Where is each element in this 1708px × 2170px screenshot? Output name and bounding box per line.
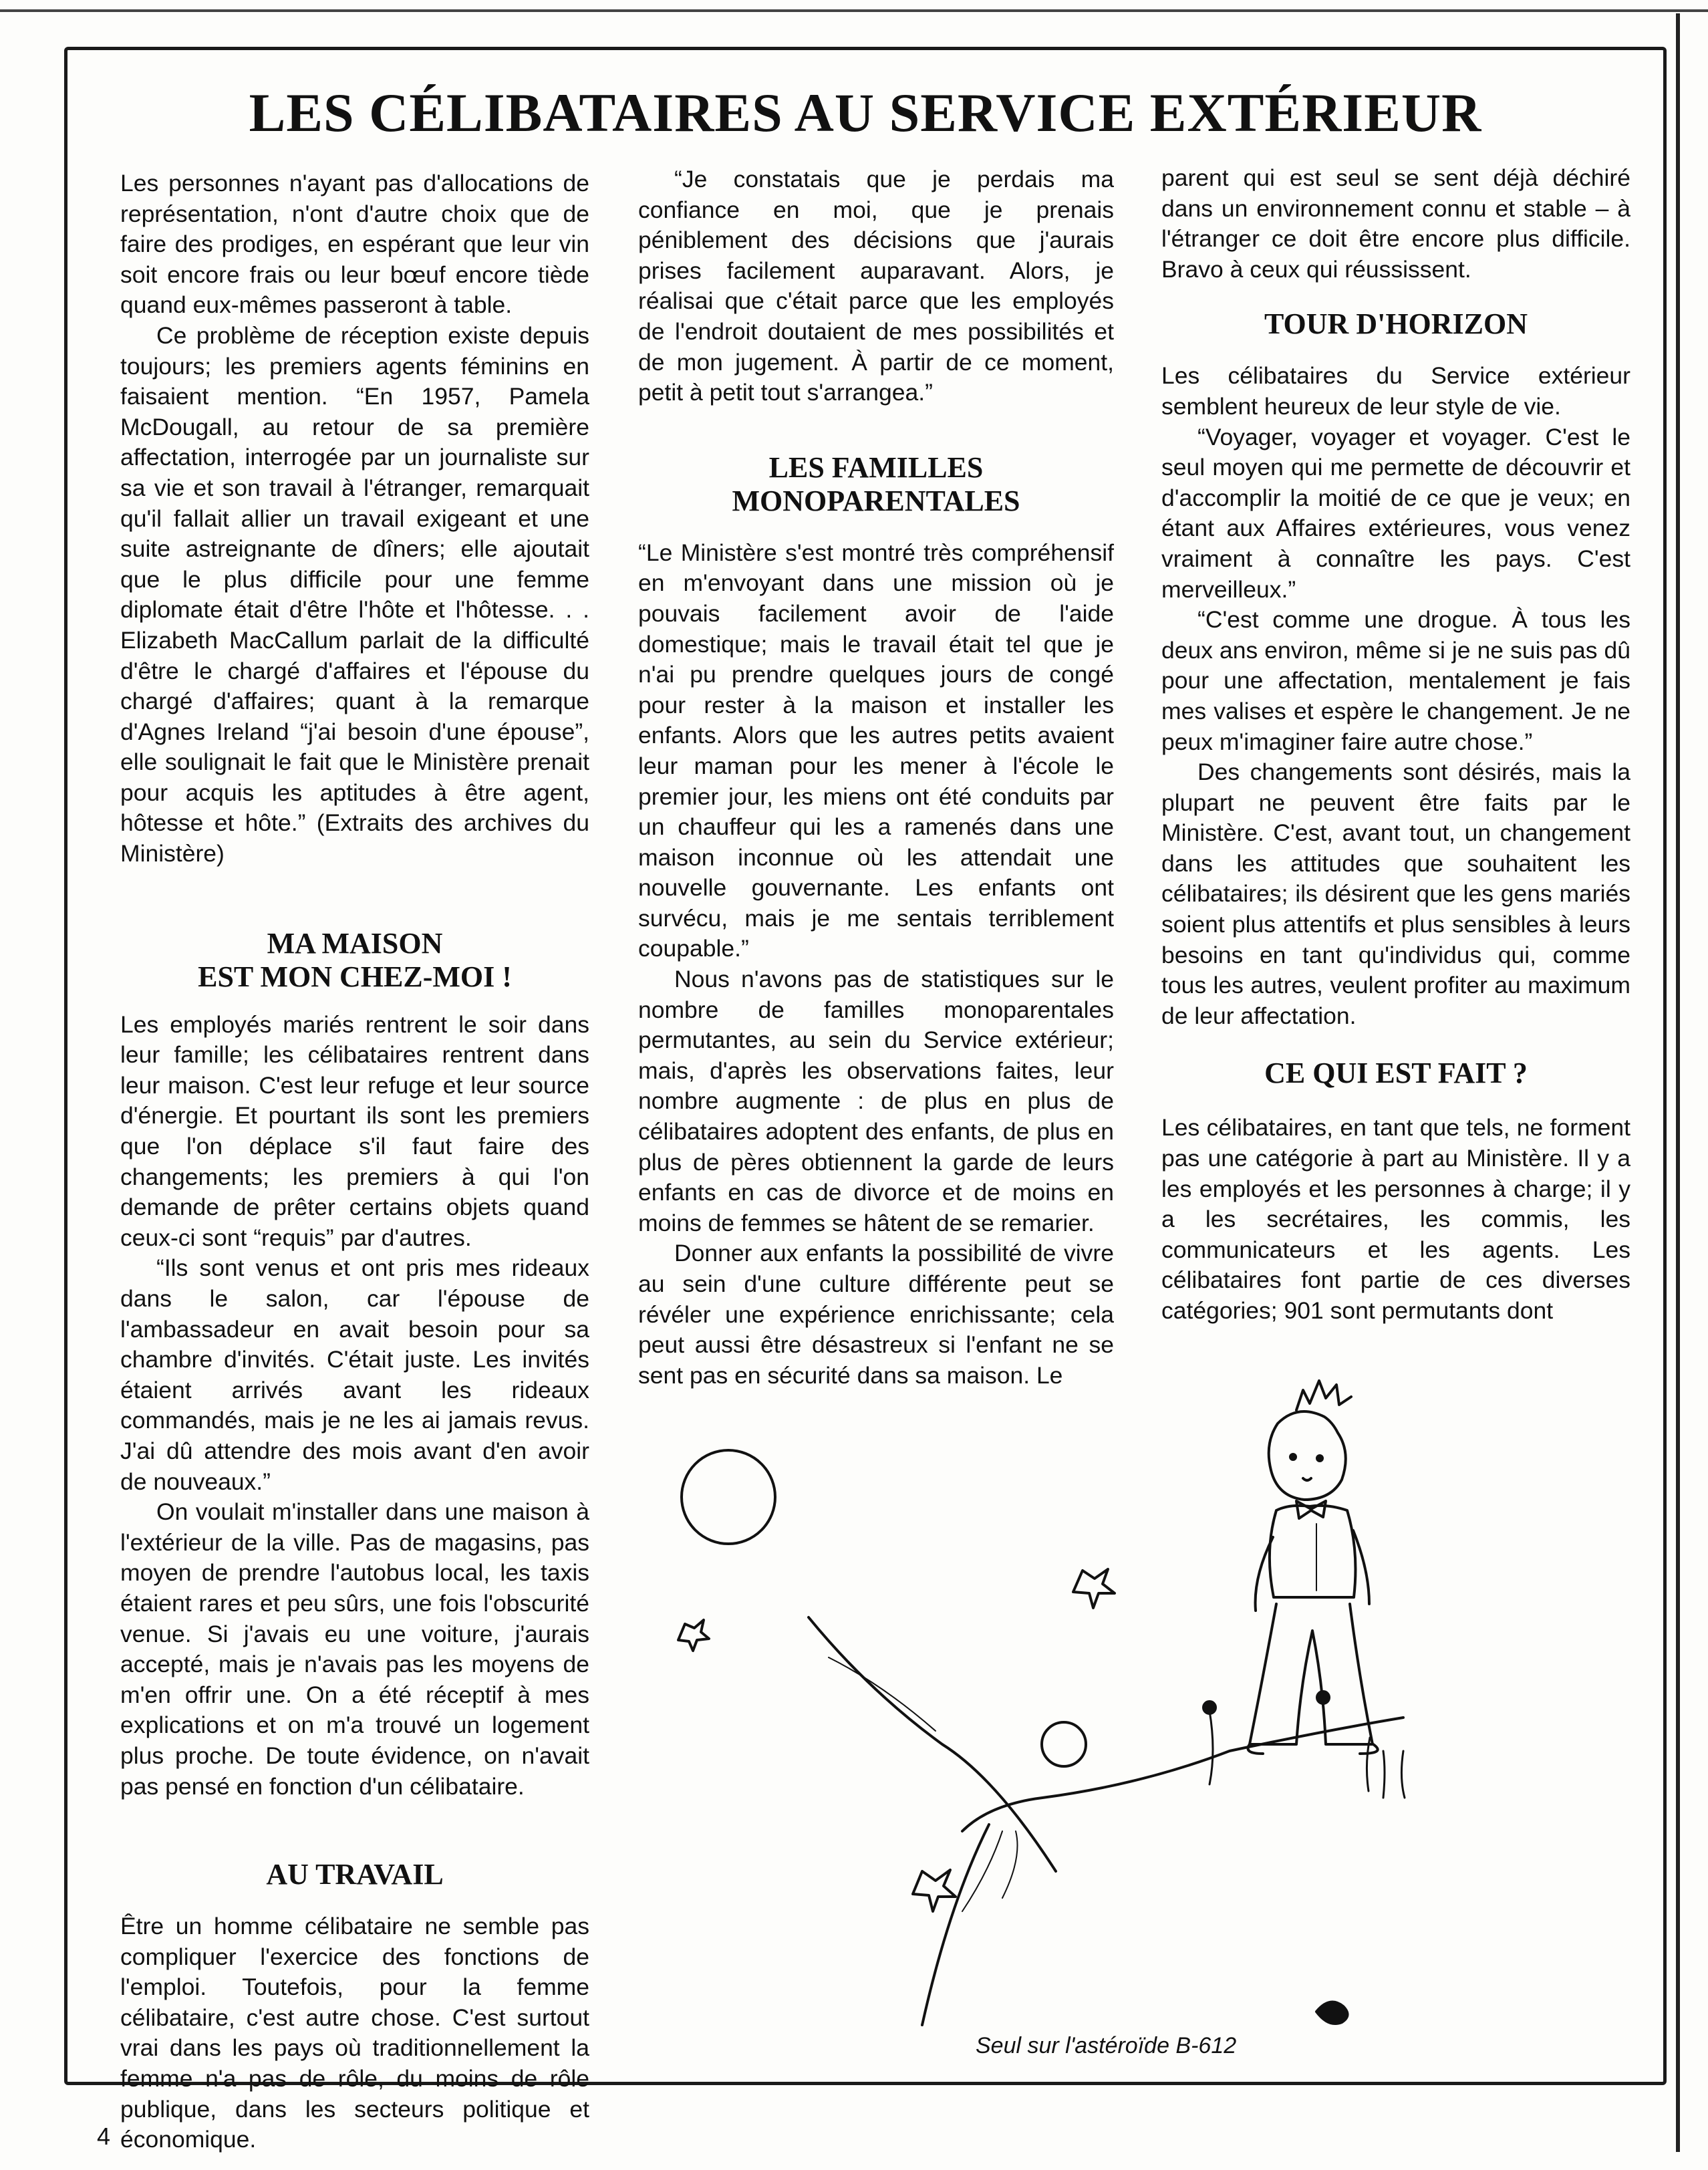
paragraph: Les célibataires, en tant que tels, ne forment pas une catégorie à part au Ministère. Il y a les employés et les personnes à charge; il y a les secrétaires, les commis, les communicateurs et les agents. Les célibataires font partie de ces diverses catégories; 901 sont permutants dont (1161, 1114, 1630, 1324)
paragraph: Ce problème de réception existe depuis toujours; les premiers agents féminins en faisaient mention. “En 1957, Pamela McDougall, au retour de sa première affectation, interrogée par un journaliste sur sa vie et son travail à l'étranger, remarquait qu'il fallait allier un travail exigeant et une suite astreignante de dîners; elle ajoutait que le plus difficile pour une femme diplomate était d'être l'hôte et l'hôtesse. . . Elizabeth MacCallum parlait de la difficulté d'être le chargé d'affaires et l'épouse du chargé d'affaires; quant à la remarque d'Agnes Ireland “j'ai besoin d'une épouse”, elle soulignait le fait que le Ministère prenait pour acquis les aptitudes à être agent, hôtesse et hôte.” (Extraits des archives du Ministère) (120, 321, 589, 867)
page-edge-rule (1676, 13, 1680, 2152)
asteroid-surface (962, 1718, 1403, 1831)
paragraph: parent qui est seul se sent déjà déchiré dans un environnement connu et stable – à l'étranger ce doit être encore plus difficile. Bravo à ceux qui réussissent. (1161, 164, 1630, 283)
paragraph: “Ils sont venus et ont pris mes rideaux dans le salon, car l'épouse de l'ambassadeur en avait besoin pour sa chambre d'invités. C'était juste. Les invités étaient arrivés avant les rideaux commandés, mais je ne les ai jamais revus. J'ai dû attendre des mois avant d'en avoir de nouveaux.” (120, 1254, 589, 1495)
column-1 (120, 168, 589, 2155)
paragraph: “Je constatais que je perdais ma confiance en moi, que je prenais péniblement des décisions que j'aurais prises facilement auparavant. Alors, je réalisai que c'était parce que les employés de l'endroit doutaient de mes possibilités et de mon jugement. À partir de ce moment, petit à petit tout s'arrangea.” (638, 166, 1114, 406)
planet-icon (682, 1450, 775, 1544)
paragraph: Les employés mariés rentrent le soir dans leur famille; les célibataires rentrent dans leur maison. C'est leur refuge et leur source d'énergie. Et pourtant ils sont les premiers que l'on déplace s'il faut faire des changements; les premiers à qui l'on demande de prêter certains objets quand ceux-ci sont “requis” par d'autres. (120, 1010, 589, 1251)
asteroid-shading (962, 1831, 1018, 1911)
paragraph: Les personnes n'ayant pas d'allocations de représentation, n'ont d'autre choix que de faire des prodiges, en espérant que leur vin soit encore frais ou leur bœuf encore tiède quand eux-mêmes passeront à table. (120, 170, 589, 319)
column-2 (638, 164, 1114, 1391)
flower-icon (1203, 1702, 1216, 1714)
section-heading: LES FAMILLES MONOPARENTALES (732, 450, 1020, 517)
paragraph: Être un homme célibataire ne semble pas compliquer l'exercice des fonctions de l'emploi. Toutefois, pour la femme célibataire, c'est autre chose. C'est surtout vrai dans les pays où traditionnellement la femme n'a pas de rôle, du moins de rôle publique, dans les secteurs politique et économique. (120, 1913, 589, 2153)
little-prince-illustration (655, 1363, 1423, 2032)
section-heading: MA MAISON EST MON CHEZ-MOI ! (198, 926, 512, 993)
paragraph: “C'est comme une drogue. À tous les deux ans environ, même si je ne suis pas dû pour une affectation, mentalement je fais mes valises et espère le changement. Je ne peux m'imaginer faire autre chose.” (1161, 606, 1630, 755)
section-heading: TOUR D'HORIZON (1264, 307, 1528, 341)
column-3 (1161, 163, 1630, 1327)
section-heading: CE QUI EST FAIT ? (1264, 1057, 1528, 1090)
star-icon (1073, 1569, 1115, 1608)
paragraph: Des changements sont désirés, mais la plupart ne peuvent être faits par le Ministère. C'est, avant tout, un changement dans les attitudes que souhaitent les célibataires; ils désirent que les gens mariés soient plus attentifs et plus sensibles à leurs besoins en tant qu'individus qui, comme tous les autres, veulent profiter au maximum de leur affectation. (1161, 759, 1630, 1029)
page-number: 4 (97, 2123, 111, 2150)
paragraph: Nous n'avons pas de statistiques sur le nombre de familles monoparentales permutantes, au sein du Service extérieur; mais, d'après les observations faites, leur nombre augmente : de plus en plus de célibataires adoptent des enfants, de plus en plus de pères obtiennent la garde de leurs enfants en cas de divorce et de moins en moins de femmes se hâtent de se remarier. (638, 966, 1114, 1236)
top-rule (0, 9, 1708, 12)
paragraph: Donner aux enfants la possibilité de vivre au sein d'une culture différente peut se révéler une expérience enrichissante; cela peut aussi être désastreux si l'enfant ne se sent pas en sécurité dans sa maison. Le (638, 1240, 1114, 1389)
flower-icon (1209, 1711, 1213, 1784)
paragraph: “Voyager, voyager et voyager. C'est le seul moyen qui me permette de découvrir et d'accomplir la moitié de ce que je veux; en étant aux Affaires extérieures, vous venez vraiment à connaître les pays. C'est merveilleux.” (1161, 423, 1630, 603)
section-heading: AU TRAVAIL (266, 1858, 444, 1891)
grass (1367, 1738, 1405, 1798)
illustration-caption: Seul sur l'astéroïde B-612 (976, 2033, 1237, 2058)
asteroid-edge (922, 1824, 989, 2025)
creature-icon (1316, 2002, 1348, 2024)
article-title: LES CÉLIBATAIRES AU SERVICE EXTÉRIEUR (249, 82, 1482, 143)
planet-icon (1042, 1722, 1086, 1766)
little-prince-figure (1248, 1381, 1378, 1754)
paragraph: “Le Ministère s'est montré très compréhensif en m'envoyant dans une mission où je pouvais facilement avoir de l'aide domestique; mais le travail était tel que je n'ai pu prendre quelques jours de congé pour rester à la maison et installer les enfants. Alors que les autres petits avaient leur maman pour les mener à l'école le premier jour, les miens ont été conduits par un chauffeur qui les a ramenés dans une maison inconnue où les attendait une nouvelle gouvernante. Les enfants ont survécu, mais je me sentais terriblement coupable.” (638, 539, 1114, 962)
paragraph: On voulait m'installer dans une maison à l'extérieur de la ville. Pas de magasins, pas moyen de prendre l'autobus local, les taxis étaient rares et peu sûrs, une fois l'obscurité venue. Si j'avais eu une voiture, j'aurais accepté, mais je n'avais pas les moyens de m'en offrir une. On a été réceptif à mes explications et on m'a trouvé un logement plus proche. De toute évidence, on n'avait pas pensé en fonction d'un célibataire. (120, 1498, 589, 1800)
paragraph: Les célibataires du Service extérieur semblent heureux de leur style de vie. (1161, 362, 1630, 420)
asteroid-edge (809, 1617, 1056, 1871)
star-icon (913, 1870, 956, 1911)
star-icon (678, 1620, 709, 1651)
